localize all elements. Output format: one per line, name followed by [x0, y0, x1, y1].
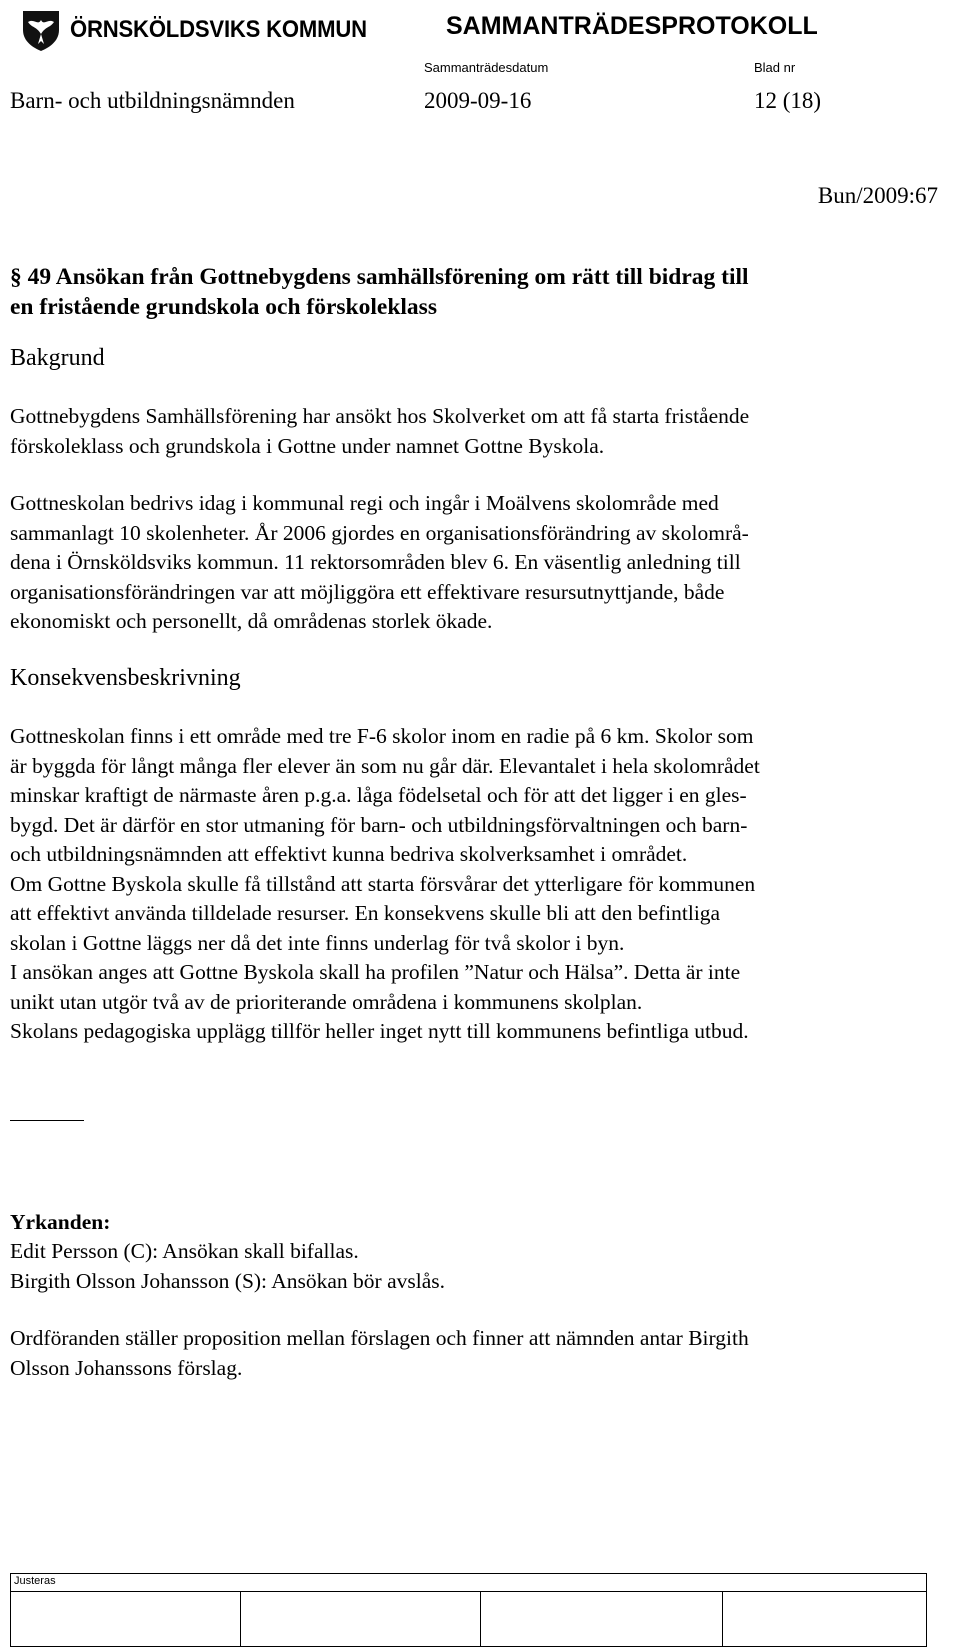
justeras-label: Justeras — [14, 1575, 56, 1587]
paragraph — [10, 722, 940, 1047]
signature-cell-divider — [480, 1591, 481, 1647]
header-logo — [20, 8, 393, 52]
text-line: Gottneskolan bedrivs idag i kommunal regi och ingår i Moälvens skolområde med — [10, 491, 719, 515]
proposal: Edit Persson (C): Ansökan skall bifallas. — [10, 1239, 359, 1263]
proposal: Birgith Olsson Johansson (S): Ansökan bör avslås. — [10, 1268, 445, 1293]
municipality-crest-icon — [20, 8, 62, 52]
date-label: Sammanträdesdatum — [424, 60, 549, 75]
page-label: Blad nr — [754, 60, 796, 75]
municipality-name: ÖRNSKÖLDSVIKS KOMMUN — [70, 16, 367, 43]
item-title — [10, 262, 940, 322]
paragraph — [10, 402, 940, 461]
text-line: I ansökan anges att Gottne Byskola skall ha profilen ”Natur och Hälsa”. Detta är inte — [10, 960, 741, 984]
section-heading-bakgrund: Bakgrund — [10, 345, 105, 371]
text-line: Olsson Johanssons förslag. — [10, 1355, 243, 1380]
committee-name: Barn- och utbildningsnämnden — [10, 88, 295, 113]
proposals — [10, 1237, 940, 1296]
text-line: minskar kraftigt de närmaste åren p.g.a. låga födelsetal och för att det ligger i en gles- — [10, 783, 747, 807]
justeras-box — [10, 1573, 927, 1647]
document-type: SAMMANTRÄDESPROTOKOLL — [446, 12, 818, 40]
text-line: organisationsförändringen var att möjliggöra ett effektivare resursutnyttjande, både — [10, 579, 725, 604]
text-line: sammanlagt 10 skolenheter. År 2006 gjordes en organisationsförändring av skolområ- — [10, 520, 749, 545]
signature-cell-divider — [722, 1591, 723, 1647]
item-title-line: § 49 Ansökan från Gottnebygdens samhällsförening om rätt till bidrag till — [10, 264, 749, 290]
section-heading-yrkanden: Yrkanden: — [10, 1210, 111, 1234]
text-line: ekonomiskt och personellt, då områdenas storlek ökade. — [10, 609, 493, 633]
meeting-date: 2009-09-16 — [424, 88, 532, 113]
signature-cell-divider — [240, 1591, 241, 1647]
text-line: dena i Örnsköldsviks kommun. 11 rektorsområden blev 6. En väsentlig anledning till — [10, 550, 741, 574]
signature-row-divider — [10, 1591, 927, 1592]
paragraph — [10, 489, 940, 637]
text-line: bygd. Det är därför en stor utmaning för barn- och utbildningsförvaltningen och barn- — [10, 812, 748, 837]
text-line: Skolans pedagogiska upplägg tillför heller inget nytt till kommunens befintliga utbud. — [10, 1019, 749, 1043]
text-line: förskoleklass och grundskola i Gottne under namnet Gottne Byskola. — [10, 433, 605, 458]
page-number: 12 (18) — [754, 88, 822, 113]
text-line: Ordföranden ställer proposition mellan förslagen och finner att nämnden antar Birgith — [10, 1326, 749, 1350]
text-line: att effektivt använda tilldelade resurser. En konsekvens skulle bli att den befintliga — [10, 901, 721, 925]
separator-line — [10, 1120, 84, 1121]
decision-paragraph — [10, 1324, 940, 1383]
case-reference: Bun/2009:67 — [817, 183, 938, 208]
text-line: skolan i Gottne läggs ner då det inte finns underlag för två skolor i byn. — [10, 930, 625, 955]
text-line: Gottnebygdens Samhällsförening har ansökt hos Skolverket om att få starta fristående — [10, 404, 750, 428]
text-line: Om Gottne Byskola skulle få tillstånd att starta försvårar det ytterligare för kommunen — [10, 871, 756, 896]
text-line: är byggda för långt många fler elever än som nu går där. Elevantalet i hela skolområdet — [10, 753, 760, 778]
text-line: unikt utan utgör två av de prioriterande områdena i kommunens skolplan. — [10, 989, 643, 1014]
text-line: och utbildningsnämnden att effektivt kunna bedriva skolverksamhet i området. — [10, 842, 688, 866]
text-line: Gottneskolan finns i ett område med tre F-6 skolor inom en radie på 6 km. Skolor som — [10, 724, 754, 748]
item-title-line: en fristående grundskola och förskoleklass — [10, 294, 437, 320]
section-heading-konsekvens: Konsekvensbeskrivning — [10, 665, 241, 691]
